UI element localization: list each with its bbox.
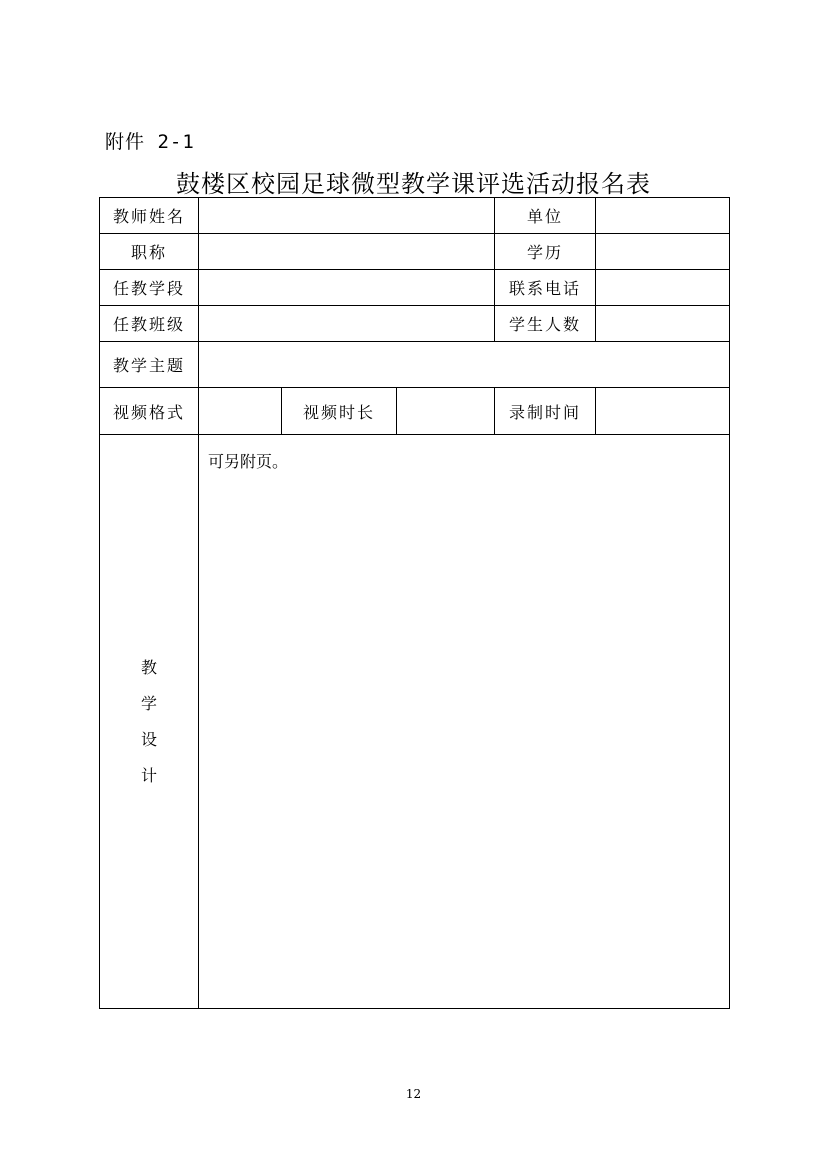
form-title: 鼓楼区校园足球微型教学课评选活动报名表 <box>176 170 651 198</box>
design-label-vertical <box>141 650 157 794</box>
row-class <box>100 306 730 342</box>
row-design <box>100 435 730 1009</box>
teacher-name-label: 教师姓名 <box>100 198 199 234</box>
class-field[interactable] <box>199 306 495 342</box>
design-label-char: 学 <box>140 693 157 713</box>
theme-label: 教学主题 <box>100 342 199 388</box>
education-label: 学历 <box>495 234 596 270</box>
row-teacher-name <box>100 198 730 234</box>
unit-label: 单位 <box>495 198 596 234</box>
row-title <box>100 234 730 270</box>
education-field[interactable] <box>596 234 730 270</box>
class-label: 任教班级 <box>100 306 199 342</box>
teacher-name-field[interactable] <box>199 198 495 234</box>
design-note: 可另附页。 <box>208 452 289 471</box>
design-label-char: 教 <box>140 657 157 677</box>
row-video <box>100 388 730 435</box>
students-field[interactable] <box>596 306 730 342</box>
record-time-label: 录制时间 <box>495 388 596 435</box>
attachment-label: 附件 2-1 <box>105 131 195 153</box>
title-field[interactable] <box>199 234 495 270</box>
row-theme <box>100 342 730 388</box>
video-format-label: 视频格式 <box>100 388 199 435</box>
unit-field[interactable] <box>596 198 730 234</box>
design-field[interactable] <box>199 435 730 1009</box>
phone-field[interactable] <box>596 270 730 306</box>
design-label-char: 计 <box>140 765 157 785</box>
stage-field[interactable] <box>199 270 495 306</box>
phone-label: 联系电话 <box>495 270 596 306</box>
design-label-char: 设 <box>140 729 157 749</box>
row-stage <box>100 270 730 306</box>
video-length-label: 视频时长 <box>282 388 397 435</box>
video-format-field[interactable] <box>199 388 282 435</box>
record-time-field[interactable] <box>596 388 730 435</box>
registration-form <box>99 197 730 1009</box>
design-label <box>100 435 199 1009</box>
title-label: 职称 <box>100 234 199 270</box>
stage-label: 任教学段 <box>100 270 199 306</box>
page-number: 12 <box>405 1087 422 1101</box>
theme-field[interactable] <box>199 342 730 388</box>
video-length-field[interactable] <box>397 388 495 435</box>
students-label: 学生人数 <box>495 306 596 342</box>
